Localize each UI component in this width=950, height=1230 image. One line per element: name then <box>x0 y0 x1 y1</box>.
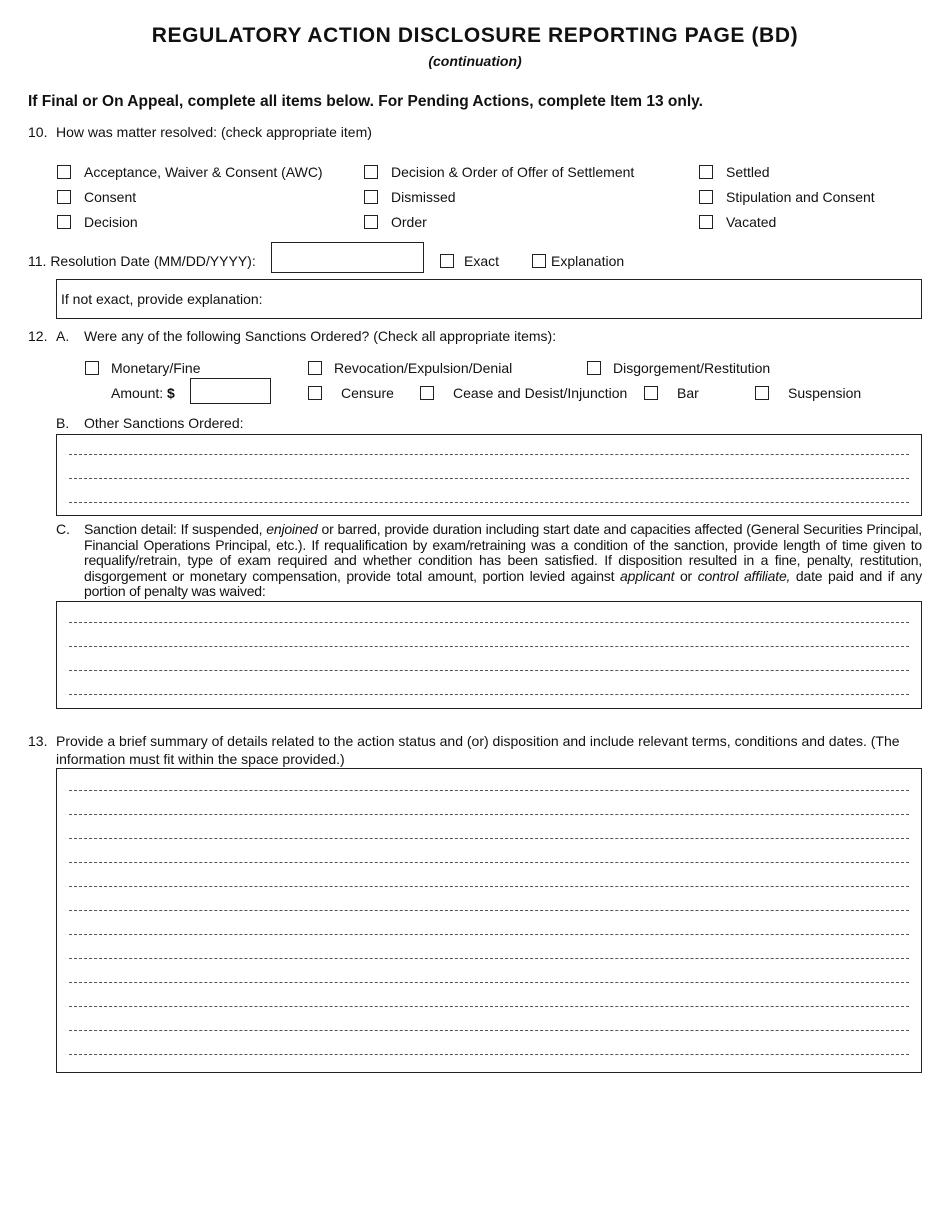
writing-line <box>69 646 909 647</box>
decision-order-checkbox[interactable] <box>364 165 378 179</box>
page-title: REGULATORY ACTION DISCLOSURE REPORTING PAGE (BD) <box>151 24 799 47</box>
sanction-detail-instructions: Sanction detail: If suspended, enjoined or barred, provide duration including start date and capacities affected (General Securities Principal, Financial Operations Principal, etc.). If requalification by exam/retraining was a condition of the sanction, provide length of time given to requalify/retrain, type of exam required and whether condition has been satisfied. If disposition resulted in a fine, penalty, restitution, disgorgement or monetary compensation, provide total amount, portion levied against applicant or control affiliate, date paid and if any portion of penalty was waived: <box>84 521 923 599</box>
stipulation-label: Stipulation and Consent <box>726 189 875 205</box>
writing-line <box>69 478 909 479</box>
item12-a-question: Were any of the following Sanctions Ordered? (Check all appropriate items): <box>84 328 557 344</box>
exact-label: Exact <box>464 253 500 269</box>
exact-checkbox[interactable] <box>440 254 454 268</box>
writing-line <box>69 1006 909 1007</box>
currency-symbol: $ <box>167 385 175 401</box>
disgorgement-checkbox[interactable] <box>587 361 601 375</box>
disgorgement-label: Disgorgement/Restitution <box>613 360 771 376</box>
revocation-checkbox[interactable] <box>308 361 322 375</box>
page-subtitle: (continuation) <box>428 53 522 69</box>
writing-line <box>69 790 909 791</box>
writing-line <box>69 958 909 959</box>
amount-text: Amount: <box>111 385 164 401</box>
order-label: Order <box>391 214 427 230</box>
item12-a-letter: A. <box>56 328 70 344</box>
writing-line <box>69 694 909 695</box>
item12-c-letter: C. <box>56 521 70 537</box>
item13-number: 13. <box>28 733 48 749</box>
resolution-date-input[interactable] <box>271 242 424 273</box>
item13-instructions: Provide a brief summary of details related to the action status and (or) disposition and include relevant terms, conditions and dates. (The information must fit within the space provided.) <box>56 733 900 767</box>
item12-b-label: Other Sanctions Ordered: <box>84 415 244 431</box>
explanation-checkbox[interactable] <box>532 254 546 268</box>
revocation-label: Revocation/Expulsion/Denial <box>334 360 513 376</box>
instructions: If Final or On Appeal, complete all items below. For Pending Actions, complete Item 13 only. <box>28 93 703 110</box>
monetary-label: Monetary/Fine <box>111 360 201 376</box>
writing-line <box>69 838 909 839</box>
writing-line <box>69 862 909 863</box>
censure-checkbox[interactable] <box>308 386 322 400</box>
writing-line <box>69 934 909 935</box>
sanction-detail-field[interactable] <box>56 601 922 709</box>
decision-checkbox[interactable] <box>57 215 71 229</box>
item10-question: How was matter resolved: (check appropriate item) <box>56 124 372 140</box>
writing-line <box>69 622 909 623</box>
explanation-label: Explanation <box>551 253 625 269</box>
decision-label: Decision <box>84 214 138 230</box>
cease-desist-checkbox[interactable] <box>420 386 434 400</box>
settled-checkbox[interactable] <box>699 165 713 179</box>
summary-field[interactable] <box>56 768 922 1073</box>
item10-number: 10. <box>28 124 48 140</box>
vacated-label: Vacated <box>726 214 777 230</box>
writing-line <box>69 1030 909 1031</box>
item12-number: 12. <box>28 328 48 344</box>
cease-desist-label: Cease and Desist/Injunction <box>453 385 628 401</box>
settled-label: Settled <box>726 164 770 180</box>
writing-line <box>69 982 909 983</box>
amount-input[interactable] <box>190 378 271 404</box>
writing-line <box>69 502 909 503</box>
suspension-label: Suspension <box>788 385 862 401</box>
other-sanctions-field[interactable] <box>56 434 922 516</box>
censure-label: Censure <box>341 385 394 401</box>
vacated-checkbox[interactable] <box>699 215 713 229</box>
explanation-field[interactable] <box>56 279 922 319</box>
resolution-date-label: 11. Resolution Date (MM/DD/YYYY): <box>28 253 256 269</box>
order-checkbox[interactable] <box>364 215 378 229</box>
writing-line <box>69 910 909 911</box>
consent-label: Consent <box>84 189 137 205</box>
awc-checkbox[interactable] <box>57 165 71 179</box>
dismissed-label: Dismissed <box>391 189 456 205</box>
consent-checkbox[interactable] <box>57 190 71 204</box>
bar-checkbox[interactable] <box>644 386 658 400</box>
amount-label <box>111 385 175 401</box>
decision-order-label: Decision & Order of Offer of Settlement <box>391 164 635 180</box>
writing-line <box>69 1054 909 1055</box>
writing-line <box>69 886 909 887</box>
explanation-prompt: If not exact, provide explanation: <box>61 291 263 307</box>
item12-b-letter: B. <box>56 415 70 431</box>
writing-line <box>69 670 909 671</box>
monetary-checkbox[interactable] <box>85 361 99 375</box>
bar-label: Bar <box>677 385 699 401</box>
dismissed-checkbox[interactable] <box>364 190 378 204</box>
awc-label: Acceptance, Waiver & Consent (AWC) <box>84 164 323 180</box>
writing-line <box>69 814 909 815</box>
stipulation-checkbox[interactable] <box>699 190 713 204</box>
suspension-checkbox[interactable] <box>755 386 769 400</box>
writing-line <box>69 454 909 455</box>
